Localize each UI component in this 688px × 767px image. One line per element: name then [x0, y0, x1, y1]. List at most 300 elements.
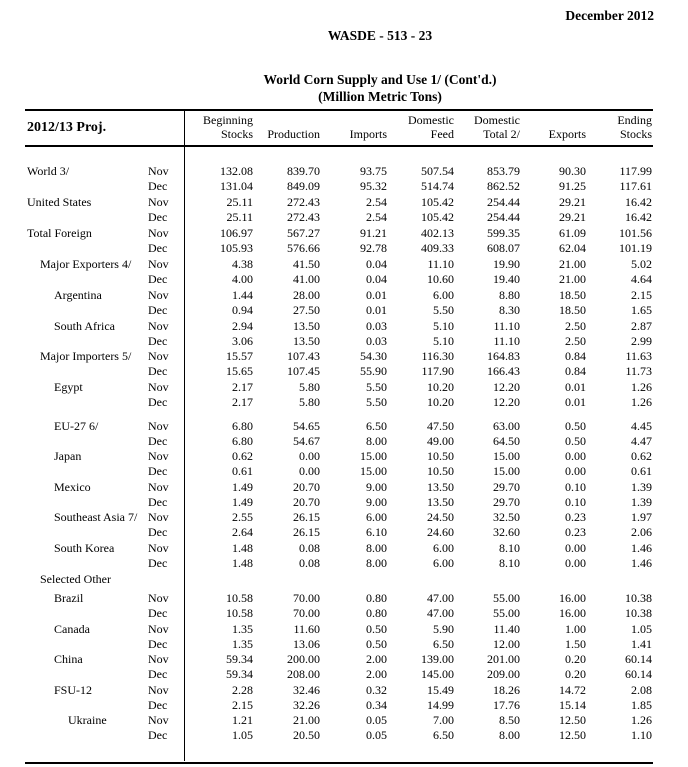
table-cell: 2.55 [232, 510, 253, 524]
table-cell: 11.10 [493, 334, 520, 348]
table-cell: 15.65 [226, 364, 253, 378]
table-cell: 0.80 [366, 591, 387, 605]
column-header-line1: Domestic [474, 113, 520, 127]
table-cell: 166.43 [487, 364, 520, 378]
table-cell: 105.42 [421, 195, 454, 209]
bottom-rule [25, 762, 653, 764]
table-cell: 254.44 [487, 210, 520, 224]
row-month: Nov [148, 713, 169, 727]
table-cell: 0.00 [299, 449, 320, 463]
table-cell: 254.44 [487, 195, 520, 209]
table-cell: 8.30 [499, 303, 520, 317]
row-month: Dec [148, 395, 168, 409]
table-cell: 13.50 [427, 480, 454, 494]
table-cell: 32.26 [293, 698, 320, 712]
table-cell: 4.64 [631, 272, 652, 286]
table-cell: 64.50 [493, 434, 520, 448]
table-cell: 41.00 [293, 272, 320, 286]
row-month: Dec [148, 606, 168, 620]
table-cell: 0.23 [565, 525, 586, 539]
table-cell: 11.10 [427, 257, 454, 271]
table-cell: 2.94 [232, 319, 253, 333]
table-cell: 145.00 [421, 667, 454, 681]
row-label: Major Exporters 4/ [40, 257, 132, 271]
table-cell: 60.14 [625, 652, 652, 666]
row-month: Nov [148, 652, 169, 666]
table-cell: 1.97 [631, 510, 652, 524]
table-cell: 2.08 [631, 683, 652, 697]
row-label: United States [27, 195, 92, 209]
table-cell: 90.30 [559, 164, 586, 178]
table-cell: 1.35 [232, 622, 253, 636]
table-cell: 0.03 [366, 319, 387, 333]
table-cell: 6.00 [433, 541, 454, 555]
table-cell: 853.79 [487, 164, 520, 178]
table-cell: 0.03 [366, 334, 387, 348]
table-cell: 5.80 [299, 380, 320, 394]
table-cell: 10.38 [625, 591, 652, 605]
table-cell: 1.26 [631, 713, 652, 727]
row-month: Dec [148, 464, 168, 478]
table-cell: 106.97 [220, 226, 253, 240]
table-cell: 0.01 [565, 380, 586, 394]
table-cell: 1.48 [232, 541, 253, 555]
table-cell: 47.00 [427, 591, 454, 605]
column-header-line2: Total 2/ [483, 127, 520, 141]
table-cell: 18.50 [559, 288, 586, 302]
table-cell: 0.10 [565, 495, 586, 509]
table-cell: 8.10 [499, 556, 520, 570]
table-cell: 41.50 [293, 257, 320, 271]
table-cell: 1.46 [631, 541, 652, 555]
table-cell: 8.10 [499, 541, 520, 555]
table-cell: 208.00 [287, 667, 320, 681]
table-cell: 0.10 [565, 480, 586, 494]
table-cell: 5.90 [433, 622, 454, 636]
table-cell: 11.60 [293, 622, 320, 636]
table-cell: 61.09 [559, 226, 586, 240]
table-cell: 0.04 [366, 272, 387, 286]
row-label: Brazil [54, 591, 84, 605]
row-month: Nov [148, 288, 169, 302]
table-cell: 107.45 [287, 364, 320, 378]
table-cell: 567.27 [287, 226, 320, 240]
table-cell: 10.38 [625, 606, 652, 620]
table-cell: 15.00 [360, 449, 387, 463]
table-cell: 1.26 [631, 395, 652, 409]
table-cell: 117.61 [619, 179, 652, 193]
table-cell: 2.00 [366, 667, 387, 681]
table-cell: 0.32 [366, 683, 387, 697]
table-cell: 16.42 [625, 210, 652, 224]
table-cell: 12.00 [493, 637, 520, 651]
table-cell: 0.08 [299, 541, 320, 555]
table-cell: 29.21 [559, 195, 586, 209]
table-cell: 13.06 [293, 637, 320, 651]
table-cell: 92.78 [360, 241, 387, 255]
row-month: Dec [148, 272, 168, 286]
table-cell: 1.10 [631, 728, 652, 742]
column-header-line2: Stocks [619, 127, 652, 141]
table-cell: 10.60 [427, 272, 454, 286]
table-cell: 3.06 [232, 334, 253, 348]
column-header-line1: Beginning [203, 113, 253, 127]
table-cell: 576.66 [287, 241, 320, 255]
table-units: (Million Metric Tons) [318, 89, 442, 104]
table-cell: 93.75 [360, 164, 387, 178]
table-cell: 15.00 [493, 449, 520, 463]
table-cell: 1.05 [631, 622, 652, 636]
table-cell: 10.58 [226, 591, 253, 605]
table-cell: 409.33 [421, 241, 454, 255]
column-header-line2: Imports [349, 127, 387, 141]
table-cell: 200.00 [287, 652, 320, 666]
table-cell: 2.17 [232, 380, 253, 394]
table-cell: 2.54 [366, 210, 387, 224]
row-month: Dec [148, 525, 168, 539]
table-cell: 5.50 [433, 303, 454, 317]
row-label: EU-27 6/ [54, 419, 99, 433]
table-cell: 2.54 [366, 195, 387, 209]
table-cell: 16.00 [559, 606, 586, 620]
table-cell: 272.43 [287, 210, 320, 224]
table-cell: 0.08 [299, 556, 320, 570]
table-cell: 2.50 [565, 319, 586, 333]
table-cell: 6.50 [433, 728, 454, 742]
row-month: Nov [148, 510, 169, 524]
table-cell: 1.50 [565, 637, 586, 651]
table-cell: 55.00 [493, 606, 520, 620]
table-cell: 95.32 [360, 179, 387, 193]
column-header-line2: Feed [430, 127, 454, 141]
table-cell: 19.90 [493, 257, 520, 271]
table-cell: 1.46 [631, 556, 652, 570]
table-cell: 54.65 [293, 419, 320, 433]
table-cell: 25.11 [226, 210, 253, 224]
table-cell: 7.00 [433, 713, 454, 727]
table-cell: 1.26 [631, 380, 652, 394]
table-cell: 0.20 [565, 652, 586, 666]
table-cell: 6.50 [366, 419, 387, 433]
column-header-line2: Exports [548, 127, 586, 141]
table-corner-label: 2012/13 Proj. [27, 120, 107, 135]
table-cell: 1.21 [232, 713, 253, 727]
row-label: Mexico [54, 480, 91, 494]
table-cell: 2.06 [631, 525, 652, 539]
table-cell: 18.50 [559, 303, 586, 317]
table-cell: 26.15 [293, 510, 320, 524]
table-cell: 15.00 [493, 464, 520, 478]
row-month: Nov [148, 449, 169, 463]
row-label: South Africa [54, 319, 115, 333]
table-cell: 20.50 [293, 728, 320, 742]
row-label: China [54, 652, 83, 666]
table-cell: 8.00 [366, 541, 387, 555]
table-cell: 1.41 [631, 637, 652, 651]
table-cell: 47.00 [427, 606, 454, 620]
table-cell: 5.80 [299, 395, 320, 409]
table-cell: 0.84 [565, 349, 586, 363]
table-cell: 5.50 [366, 380, 387, 394]
table-title: World Corn Supply and Use 1/ (Cont'd.) [263, 72, 497, 87]
column-header-line2: Production [267, 127, 320, 141]
table-cell: 117.90 [421, 364, 454, 378]
table-cell: 2.15 [232, 698, 253, 712]
table-cell: 0.00 [565, 449, 586, 463]
table-cell: 70.00 [293, 591, 320, 605]
table-cell: 116.30 [421, 349, 454, 363]
table-cell: 0.61 [232, 464, 253, 478]
table-cell: 49.00 [427, 434, 454, 448]
table-cell: 15.49 [427, 683, 454, 697]
table-cell: 59.34 [226, 667, 253, 681]
table-cell: 11.63 [625, 349, 652, 363]
table-cell: 6.80 [232, 434, 253, 448]
table-cell: 0.62 [631, 449, 652, 463]
table-cell: 101.19 [619, 241, 652, 255]
table-cell: 608.07 [487, 241, 520, 255]
table-cell: 5.50 [366, 395, 387, 409]
table-cell: 20.70 [293, 480, 320, 494]
table-cell: 55.00 [493, 591, 520, 605]
table-cell: 117.99 [619, 164, 652, 178]
table-cell: 139.00 [421, 652, 454, 666]
row-month: Nov [148, 164, 169, 178]
table-cell: 0.05 [366, 713, 387, 727]
table-cell: 0.01 [565, 395, 586, 409]
table-cell: 0.01 [366, 288, 387, 302]
row-month: Dec [148, 556, 168, 570]
table-cell: 0.20 [565, 667, 586, 681]
table-cell: 0.62 [232, 449, 253, 463]
table-cell: 5.10 [433, 334, 454, 348]
row-label: Egypt [54, 380, 83, 394]
table-cell: 9.00 [366, 495, 387, 509]
table-cell: 0.50 [565, 419, 586, 433]
table-cell: 19.40 [493, 272, 520, 286]
table-cell: 5.02 [631, 257, 652, 271]
row-label: Argentina [54, 288, 102, 302]
table-cell: 101.56 [619, 226, 652, 240]
row-month: Dec [148, 728, 168, 742]
table-cell: 63.00 [493, 419, 520, 433]
row-label: South Korea [54, 541, 115, 555]
table-cell: 0.01 [366, 303, 387, 317]
table-cell: 13.50 [427, 495, 454, 509]
table-cell: 55.90 [360, 364, 387, 378]
table-cell: 12.20 [493, 395, 520, 409]
row-month: Dec [148, 637, 168, 651]
table-cell: 131.04 [220, 179, 253, 193]
table-cell: 62.04 [559, 241, 586, 255]
table-cell: 164.83 [487, 349, 520, 363]
table-cell: 15.00 [360, 464, 387, 478]
row-month: Nov [148, 541, 169, 555]
table-cell: 839.70 [287, 164, 320, 178]
top-rule [25, 109, 653, 111]
row-month: Nov [148, 349, 169, 363]
table-cell: 402.13 [421, 226, 454, 240]
row-month: Dec [148, 495, 168, 509]
table-cell: 17.76 [493, 698, 520, 712]
row-label: Total Foreign [27, 226, 92, 240]
table-cell: 0.00 [299, 464, 320, 478]
table-cell: 6.00 [433, 288, 454, 302]
table-cell: 2.87 [631, 319, 652, 333]
table-cell: 29.70 [493, 480, 520, 494]
table-cell: 132.08 [220, 164, 253, 178]
table-cell: 4.47 [631, 434, 652, 448]
table-cell: 1.85 [631, 698, 652, 712]
table-cell: 2.64 [232, 525, 253, 539]
table-cell: 91.25 [559, 179, 586, 193]
table-cell: 47.50 [427, 419, 454, 433]
table-cell: 0.05 [366, 728, 387, 742]
table-cell: 21.00 [559, 257, 586, 271]
table-cell: 32.46 [293, 683, 320, 697]
table-cell: 13.50 [293, 319, 320, 333]
table-cell: 1.39 [631, 495, 652, 509]
table-cell: 25.11 [226, 195, 253, 209]
table-cell: 91.21 [360, 226, 387, 240]
table-cell: 4.00 [232, 272, 253, 286]
table-cell: 105.93 [220, 241, 253, 255]
report-id: WASDE - 513 - 23 [327, 28, 433, 43]
table-cell: 5.10 [433, 319, 454, 333]
row-month: Nov [148, 591, 169, 605]
table-cell: 10.20 [427, 395, 454, 409]
table-cell: 514.74 [421, 179, 454, 193]
table-cell: 1.39 [631, 480, 652, 494]
table-cell: 18.26 [493, 683, 520, 697]
table-cell: 2.17 [232, 395, 253, 409]
row-label: Major Importers 5/ [40, 349, 132, 363]
table-cell: 11.73 [625, 364, 652, 378]
table-cell: 15.57 [226, 349, 253, 363]
table-cell: 10.20 [427, 380, 454, 394]
table-cell: 1.05 [232, 728, 253, 742]
table-cell: 201.00 [487, 652, 520, 666]
table-cell: 0.50 [366, 637, 387, 651]
table-cell: 4.38 [232, 257, 253, 271]
row-label: Southeast Asia 7/ [54, 510, 138, 524]
row-month: Dec [148, 303, 168, 317]
row-month: Dec [148, 667, 168, 681]
row-month: Nov [148, 195, 169, 209]
table-cell: 60.14 [625, 667, 652, 681]
row-month: Dec [148, 434, 168, 448]
report-date: December 2012 [565, 8, 654, 23]
table-cell: 21.00 [293, 713, 320, 727]
table-cell: 8.50 [499, 713, 520, 727]
table-cell: 70.00 [293, 606, 320, 620]
row-month: Nov [148, 257, 169, 271]
table-cell: 0.50 [366, 622, 387, 636]
table-cell: 4.45 [631, 419, 652, 433]
column-header-line1: Ending [617, 113, 652, 127]
row-month: Dec [148, 334, 168, 348]
table-cell: 59.34 [226, 652, 253, 666]
column-header-line2: Stocks [220, 127, 253, 141]
row-month: Nov [148, 226, 169, 240]
table-cell: 8.80 [499, 288, 520, 302]
table-cell: 29.70 [493, 495, 520, 509]
table-cell: 1.44 [232, 288, 253, 302]
row-month: Dec [148, 698, 168, 712]
table-cell: 2.50 [565, 334, 586, 348]
table-cell: 8.00 [499, 728, 520, 742]
column-header-line1: Domestic [408, 113, 454, 127]
table-cell: 32.60 [493, 525, 520, 539]
table-cell: 1.49 [232, 480, 253, 494]
table-cell: 862.52 [487, 179, 520, 193]
row-month: Nov [148, 319, 169, 333]
table-cell: 0.34 [366, 698, 387, 712]
table-cell: 15.14 [559, 698, 586, 712]
table-cell: 24.60 [427, 525, 454, 539]
table-cell: 0.00 [565, 464, 586, 478]
row-label: Japan [54, 449, 82, 463]
table-cell: 507.54 [421, 164, 454, 178]
row-month: Nov [148, 622, 169, 636]
table-cell: 6.80 [232, 419, 253, 433]
row-month: Nov [148, 683, 169, 697]
table-cell: 209.00 [487, 667, 520, 681]
table-cell: 1.49 [232, 495, 253, 509]
stub-divider [184, 109, 185, 761]
table-cell: 105.42 [421, 210, 454, 224]
table-cell: 0.84 [565, 364, 586, 378]
table-cell: 6.00 [433, 556, 454, 570]
table-cell: 0.04 [366, 257, 387, 271]
table-cell: 24.50 [427, 510, 454, 524]
table-cell: 14.72 [559, 683, 586, 697]
table-cell: 0.23 [565, 510, 586, 524]
row-month: Nov [148, 380, 169, 394]
row-month: Dec [148, 210, 168, 224]
table-cell: 28.00 [293, 288, 320, 302]
table-cell: 0.80 [366, 606, 387, 620]
table-cell: 107.43 [287, 349, 320, 363]
table-cell: 10.50 [427, 449, 454, 463]
table-cell: 12.50 [559, 728, 586, 742]
table-cell: 11.40 [493, 622, 520, 636]
table-cell: 9.00 [366, 480, 387, 494]
table-cell: 2.00 [366, 652, 387, 666]
table-cell: 54.67 [293, 434, 320, 448]
table-cell: 26.15 [293, 525, 320, 539]
table-cell: 20.70 [293, 495, 320, 509]
table-cell: 27.50 [293, 303, 320, 317]
row-month: Nov [148, 480, 169, 494]
table-cell: 1.00 [565, 622, 586, 636]
table-cell: 6.10 [366, 525, 387, 539]
table-cell: 0.00 [565, 541, 586, 555]
table-cell: 0.00 [565, 556, 586, 570]
row-label: Canada [54, 622, 90, 636]
table-cell: 2.99 [631, 334, 652, 348]
table-cell: 0.94 [232, 303, 253, 317]
table-cell: 6.50 [433, 637, 454, 651]
table-cell: 849.09 [287, 179, 320, 193]
table-cell: 14.99 [427, 698, 454, 712]
row-label: World 3/ [27, 164, 70, 178]
table-cell: 10.50 [427, 464, 454, 478]
header-rule [25, 145, 653, 147]
table-cell: 11.10 [493, 319, 520, 333]
table-cell: 32.50 [493, 510, 520, 524]
table-cell: 0.61 [631, 464, 652, 478]
